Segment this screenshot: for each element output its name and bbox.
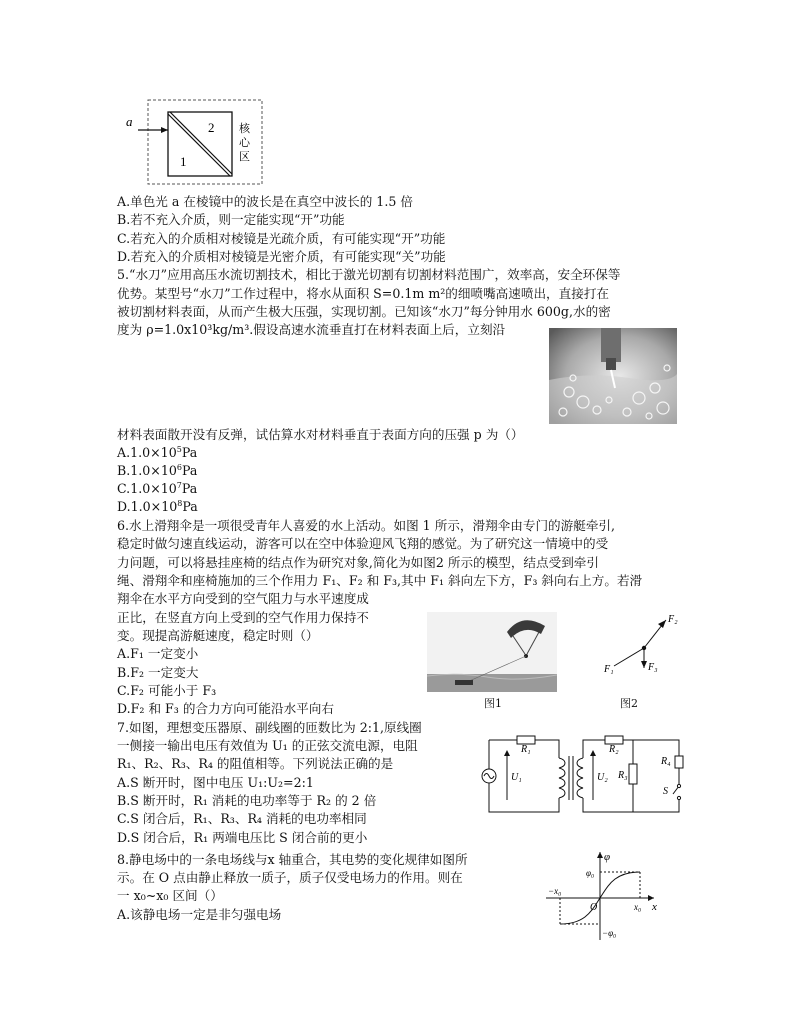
phi-axis-label: φ: [604, 851, 611, 863]
parasail-photo: [427, 612, 557, 692]
q6-option-b: B.F₂ 一定变大: [117, 665, 199, 680]
core-label-1: 核: [239, 123, 250, 135]
switch-label: S: [663, 786, 668, 797]
q6-line-1: 6.水上滑翔伞是一项很受青年人喜爱的水上活动。如图 1 所示，滑翔伞由专门的游艇牵引,: [117, 518, 616, 533]
phi0-label: φ₀: [586, 868, 595, 878]
region-2-label: 2: [208, 120, 215, 135]
f1-label: F₁: [604, 664, 614, 675]
region-1-label: 1: [180, 154, 187, 169]
q6-line-6: 正比，在竖直方向上受到的空气作用力保持不: [117, 610, 369, 625]
q6-line-3: 力问题，可以将悬挂座椅的结点作为研究对象,简化为如图2 所示的模型，结点受到牵引: [117, 555, 599, 570]
q5-option-a: [117, 444, 197, 461]
q7-option-c: C.S 闭合后，R₁、R₃、R₄ 消耗的电功率相同: [117, 811, 367, 826]
q5-line-4: 度为 ρ=1.0x10³kg/m³.假设高速水流垂直打在材料表面上后，立刻沿: [117, 322, 506, 337]
q7-option-b: B.S 断开时，R₁ 消耗的电功率等于 R₂ 的 2 倍: [117, 793, 377, 808]
q8-line-3: 一 x₀~x₀ 区间（）: [117, 888, 223, 903]
q5-option-a-exp: 5: [176, 444, 182, 454]
q6-line-5: 翔伞在水平方向受到的空气阻力与水平速度成: [117, 591, 369, 606]
light-label-a: a: [126, 114, 133, 129]
q5-option-b-exp: 6: [176, 462, 182, 472]
f2-label: F₂: [668, 614, 678, 625]
q5-option-b-base: B.1.0×10: [117, 463, 177, 478]
r2-label: R₂: [609, 744, 619, 755]
q8-line-1: 8.静电场中的一条电场线与x 轴重合，其电势的变化规律如图所: [117, 852, 468, 867]
q6-line-7: 变。现提高游艇速度，稳定时则（）: [117, 628, 319, 643]
q8-option-a: A.该静电场一定是非匀强电场: [117, 907, 282, 922]
q4-option-d: D.若充入的介质相对棱镜是光密介质，有可能实现“关”功能: [117, 249, 446, 264]
q8-line-2: 示。在 O 点由静止释放一质子，质子仅受电场力的作用。则在: [117, 870, 463, 885]
r4-label: R₄: [661, 756, 671, 767]
q7-option-a: A.S 断开时，图中电压 U₁:U₂=2:1: [117, 775, 314, 790]
prism-figure: [120, 96, 268, 188]
water-knife-photo: [549, 328, 677, 424]
fig1-caption: 图1: [484, 697, 502, 710]
q5-line-3: 被切割材料表面，从而产生极大压强，实现切割。已知该“水刀”每分钟用水 600g,水的密: [117, 304, 611, 319]
q6-option-a: A.F₁ 一定变小: [117, 646, 199, 661]
q5-option-c-base: C.1.0×10: [117, 481, 177, 496]
core-label-3: 区: [239, 151, 250, 163]
q5-option-d-base: D.1.0×10: [117, 499, 178, 514]
f3-label: F₃: [648, 662, 658, 673]
r3-symbol: [629, 764, 637, 784]
q5-option-b: [117, 462, 197, 479]
u2-label: U₂: [597, 772, 608, 783]
q5-line-1: 5.“水刀”应用高压水流切割技术，相比于激光切割有切割材料范围广，效率高，安全环保等: [117, 267, 621, 282]
q7-line-3: R₁、R₂、R₃、R₄ 的阻值相等。下列说法正确的是: [117, 756, 394, 771]
fig2-caption: 图2: [620, 697, 638, 710]
origin-label: O: [590, 902, 598, 913]
x-axis-label: x: [652, 901, 657, 913]
x0-label: x₀: [634, 902, 642, 912]
q5-option-d: [117, 498, 198, 515]
q5-option-a-unit: Pa: [181, 445, 198, 460]
u1-label: U₁: [511, 772, 522, 783]
r3-label: R₃: [618, 770, 628, 781]
core-label-2: 心: [239, 137, 250, 149]
potential-graph: [536, 848, 666, 944]
q6-option-d: D.F₂ 和 F₃ 的合力方向可能沿水平向右: [117, 701, 334, 716]
q6-line-4: 绳、滑翔伞和座椅施加的三个作用力 F₁、F₂ 和 F₃,其中 F₁ 斜向左下方，F₃ 斜向右上方。若滑: [117, 573, 643, 588]
q7-option-d: D.S 闭合后，R₁ 两端电压比 S 闭合前的更小: [117, 830, 368, 845]
q7-line-1: 7.如图，理想变压器原、副线圈的匝数比为 2:1,原线圈: [117, 720, 422, 735]
r1-label: R₁: [521, 744, 531, 755]
q5-option-d-exp: 8: [177, 498, 183, 508]
q5-line-5: 材料表面散开没有反弹，试估算水对材料垂直于表面方向的压强 p 为（）: [117, 427, 524, 442]
q4-option-b: B.若不充入介质，则一定能实现“开”功能: [117, 212, 345, 227]
q7-line-2: 一侧接一输出电压有效值为 U₁ 的正弦交流电源，电阻: [117, 738, 418, 753]
q5-option-c-unit: Pa: [181, 481, 198, 496]
q6-line-2: 稳定时做匀速直线运动，游客可以在空中体验迎风飞翔的感觉。为了研究这一情境中的受: [117, 536, 609, 551]
r2-symbol: [605, 736, 623, 744]
q5-option-c-exp: 7: [176, 480, 182, 490]
transformer-circuit: [481, 728, 691, 824]
q5-option-d-unit: Pa: [182, 499, 198, 514]
q4-option-c: C.若充入的介质相对棱镜是光疏介质，有可能实现“开”功能: [117, 231, 446, 246]
q4-option-a: A.单色光 a 在棱镜中的波长是在真空中波长的 1.5 倍: [117, 194, 413, 209]
force-diagram: [600, 608, 690, 688]
q5-option-a-base: A.1.0×10: [117, 445, 177, 460]
r1-symbol: [517, 736, 535, 744]
neg-x0-label: −x₀: [548, 886, 562, 896]
q5-option-b-unit: Pa: [181, 463, 198, 478]
q6-option-c: C.F₂ 可能小于 F₃: [117, 683, 217, 698]
r4-symbol: [675, 756, 683, 768]
q5-line-2: 优势。某型号“水刀”工作过程中，将水从面积 S=0.1m m²的细喷嘴高速喷出，直接打在: [117, 286, 610, 301]
neg-phi0-label: −φ₀: [602, 928, 617, 938]
q5-option-c: [117, 480, 197, 497]
